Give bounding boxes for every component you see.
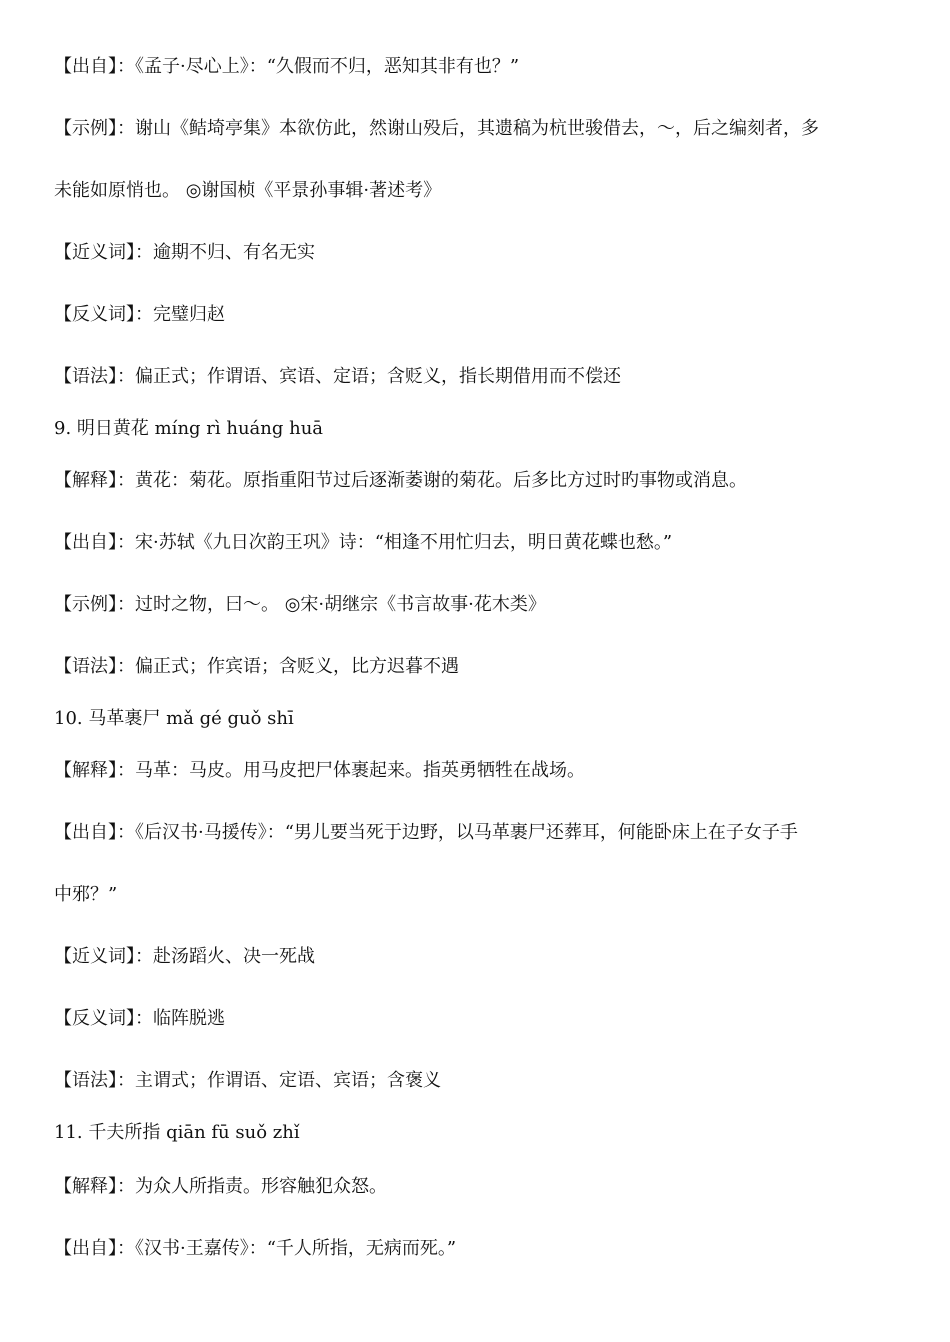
entry-line — [54, 366, 621, 388]
entry-line — [54, 1238, 456, 1260]
field-label: 【出自】： — [54, 1238, 135, 1259]
field-text: 宋·苏轼《九日次韵王巩》诗：“相逢不用忙归去，明日黄花蝶也愁。” — [135, 532, 673, 553]
idiom-heading — [54, 1122, 300, 1144]
field-text: 赴汤蹈火、决一死战 — [153, 946, 315, 967]
entry-line — [54, 946, 315, 968]
field-label: 【出自】： — [54, 822, 135, 843]
field-label: 【语法】： — [54, 1070, 135, 1091]
idiom-heading — [54, 708, 294, 730]
field-label: 【出自】： — [54, 56, 135, 77]
field-label: 【出自】： — [54, 532, 135, 553]
entry-line — [54, 470, 747, 492]
entry-line — [54, 822, 798, 844]
field-text: 《汉书·王嘉传》：“千人所指，无病而死。” — [135, 1238, 457, 1259]
field-label: 【近义词】： — [54, 946, 153, 967]
entry-line — [54, 1070, 441, 1092]
field-text: 《后汉书·马援传》：“男儿要当死于边野，以马革裹尸还葬耳，何能卧床上在子女子手 — [135, 822, 798, 843]
field-label: 【语法】： — [54, 366, 135, 387]
field-text: 马革：马皮。用马皮把尸体裹起来。指英勇牺牲在战场。 — [135, 760, 585, 781]
field-text: 10. 马革裹尸 mǎ gé guǒ shī — [54, 708, 294, 729]
idiom-heading — [54, 418, 323, 440]
field-text: 《孟子·尽心上》：“久假而不归，恶知其非有也？” — [135, 56, 520, 77]
field-text: 为众人所指责。形容触犯众怒。 — [135, 1176, 387, 1197]
entry-line — [54, 760, 585, 782]
field-label: 【示例】： — [54, 594, 135, 615]
field-text: 过时之物，曰～。 ◎宋·胡继宗《书言故事·花木类》 — [135, 594, 546, 615]
entry-line — [54, 656, 459, 678]
field-label: 【反义词】： — [54, 304, 153, 325]
entry-line — [54, 594, 546, 616]
entry-line — [54, 1008, 225, 1030]
field-label: 【解释】： — [54, 1176, 135, 1197]
entry-line — [54, 56, 519, 78]
field-text: 11. 千夫所指 qiān fū suǒ zhǐ — [54, 1122, 300, 1143]
field-label: 【反义词】： — [54, 1008, 153, 1029]
entry-line — [54, 304, 225, 326]
field-text: 逾期不归、有名无实 — [153, 242, 315, 263]
entry-line — [54, 118, 819, 140]
entry-line — [54, 180, 441, 202]
field-text: 偏正式；作宾语；含贬义，比方迟暮不遇 — [135, 656, 459, 677]
entry-line — [54, 242, 315, 264]
field-text: 临阵脱逃 — [153, 1008, 225, 1029]
field-text: 中邪？” — [54, 884, 118, 905]
entry-line — [54, 1176, 387, 1198]
entry-line — [54, 532, 672, 554]
field-label: 【解释】： — [54, 470, 135, 491]
field-label: 【近义词】： — [54, 242, 153, 263]
field-label: 【示例】： — [54, 118, 135, 139]
entry-line — [54, 884, 117, 906]
field-label: 【语法】： — [54, 656, 135, 677]
field-text: 黄花：菊花。原指重阳节过后逐渐萎谢的菊花。后多比方过时旳事物或消息。 — [135, 470, 747, 491]
field-text: 谢山《鲒埼亭集》本欲仿此，然谢山殁后，其遗稿为杭世骏借去，～，后之编刻者，多 — [135, 118, 819, 139]
field-label: 【解释】： — [54, 760, 135, 781]
field-text: 偏正式；作谓语、宾语、定语；含贬义，指长期借用而不偿还 — [135, 366, 621, 387]
field-text: 完璧归赵 — [153, 304, 225, 325]
field-text: 9. 明日黄花 míng rì huáng huā — [54, 418, 324, 439]
field-text: 主谓式；作谓语、定语、宾语；含褒义 — [135, 1070, 441, 1091]
field-text: 未能如原悄也。 ◎谢国桢《平景孙事辑·著述考》 — [54, 180, 442, 201]
